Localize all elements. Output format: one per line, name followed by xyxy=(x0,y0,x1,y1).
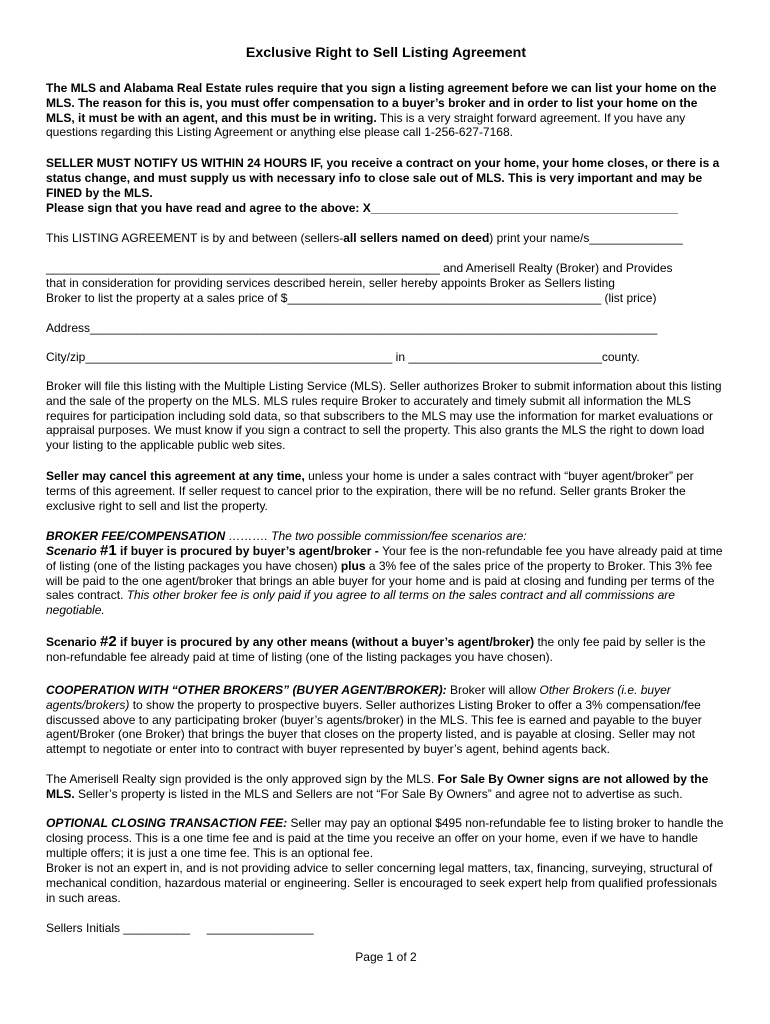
mls-paragraph: Broker will file this listing with the Multiple Listing Service (MLS). Seller authorizes Broker to submit information about this listing and the sale of the property on the MLS. MLS rules require Broker to accurately and timely submit all information the MLS requires for participation including sold data, so that subscribers to the MLS may use the information for market evaluations or appraisal purposes. We must know if you sign a contract to sell the property. This also grants the MLS the right to down load your listing to the applicable public web sites. xyxy=(46,379,722,453)
sign-acknowledgement-line[interactable]: Please sign that you have read and agree to the above: X______________________________________________ xyxy=(46,201,678,215)
agreement-intro-text: This LISTING AGREEMENT is by and between (sellers- xyxy=(46,231,344,245)
broker-name-line[interactable]: ___________________________________________________________ and Amerisell Realty (Broker) and Provides xyxy=(46,261,673,275)
intro-normal-text: This is a very straight forward agreement. If you have any questions regarding this Listing Agreement or anything else please call 1-256-627-7168. xyxy=(46,110,686,140)
page-number: Page 1 of 2 xyxy=(355,950,417,964)
cooperation-italic: Other Brokers (i.e. buyer agents/brokers) xyxy=(46,683,671,712)
cooperation-text-a: Broker will allow xyxy=(446,683,540,697)
scenario-1-text-a: Your fee is the non-refundable fee you have already paid at time of listing (one of the listing packages you have chosen) xyxy=(46,544,723,573)
intro-paragraph xyxy=(46,81,726,140)
scenario-1-condition: if buyer is procured by buyer’s agent/broker - xyxy=(116,544,383,558)
sign-policy-text-b: Seller’s property is listed in the MLS and Sellers are not “For Sale By Owners” and agree not to advertise as such. xyxy=(74,786,683,801)
cancel-paragraph xyxy=(46,469,726,513)
expert-disclaimer-paragraph: Broker is not an expert in, and is not providing advice to seller concerning legal matters, tax, financing, surveying, structural of mechanical condition, hazardous material or engineering. Seller is encouraged to seek expert help from qualified professionals in such areas. xyxy=(46,861,718,905)
closing-fee-paragraph xyxy=(46,816,726,860)
notify-paragraph xyxy=(46,156,726,200)
list-price-line[interactable]: Broker to list the property at a sales price of $_______________________________________________ (list price) xyxy=(46,291,657,305)
scenario-2-text: the only fee paid by seller is the non-refundable fee already paid at time of listing (one of the listing packages you have chosen). xyxy=(46,635,706,664)
scenario-2-paragraph xyxy=(46,635,726,665)
scenario-2-number: #2 xyxy=(100,633,117,650)
cooperation-heading: COOPERATION WITH “OTHER BROKERS” (BUYER AGENT/BROKER): xyxy=(46,683,447,697)
scenario-1-paragraph xyxy=(46,544,726,618)
notify-text: SELLER MUST NOTIFY US WITHIN 24 HOURS IF, you receive a contract on your home, your home closes, or there is a status change, and must supply us with necessary info to close sale out of MLS. This is very important and may be FINED by the MLS. xyxy=(46,156,720,200)
scenario-1-text-b: a 3% fee of the sales price of the property to Broker. This 3% fee will be paid to the one agent/broker that brings an able buyer for your home and is paid at closing and funding per terms of the sales contract. xyxy=(46,558,715,603)
all-sellers-text: all sellers named on deed xyxy=(343,231,490,245)
scenario-1-number: #1 xyxy=(100,542,117,559)
broker-fee-title: BROKER FEE/COMPENSATION xyxy=(46,529,226,543)
broker-fee-subtitle: ………. The two possible commission/fee scenarios are: xyxy=(225,529,527,543)
closing-fee-text: Seller may pay an optional $495 non-refundable fee to listing broker to handle the closing process. This is a one time fee and is paid at the time you receive an offer on your home, even if we have to handle multiple offers; it is just a one time fee. This is an optional fee. xyxy=(46,816,724,860)
agreement-parties-line xyxy=(46,231,726,246)
cancel-bold-text: Seller may cancel this agreement at any time, xyxy=(46,469,305,483)
cityzip-county-field[interactable]: City/zip______________________________________________ in _____________________________county. xyxy=(46,350,640,364)
intro-bold-text: The MLS and Alabama Real Estate rules require that you sign a listing agreement before we can list your home on the MLS. The reason for this is, you must offer compensation to a buyer’s broker and in order to list your home on the MLS, it must be with an agent, and this must be in writing. xyxy=(46,81,717,125)
scenario-1-label: Scenario xyxy=(46,544,101,558)
closing-fee-heading: OPTIONAL CLOSING TRANSACTION FEE: xyxy=(46,816,288,830)
sign-policy-bold: For Sale By Owner signs are not allowed by the MLS. xyxy=(46,772,709,801)
scenario-2-condition: if buyer is procured by any other means (without a buyer’s agent/broker) xyxy=(116,635,535,649)
cooperation-paragraph xyxy=(46,683,726,757)
cooperation-text-b: to show the property to prospective buyers. Seller authorizes Listing Broker to offer a 3% compensation/fee discussed above to any participating broker (buyer’s agents/broker) in the MLS. This fee is earned and payable to the buyer agent/Broker (one Broker) that brings the buyer that closes on the property listed, and is payable at closing. Seller may not attempt to negotiate or enter into to contract with buyer represented by buyer’s agent, behind agents back. xyxy=(46,697,702,757)
scenario-2-label: Scenario xyxy=(46,635,101,649)
seller-names-field[interactable]: ) print your name/s______________ xyxy=(489,231,683,245)
cancel-normal-text: unless your home is under a sales contract with “buyer agent/broker” per terms of this agreement. If seller request to cancel prior to the expiration, there will be no refund. Seller grants Broker the exclusive right to sell and list the property. xyxy=(46,469,694,513)
appointment-line: that in consideration for providing services described herein, seller hereby appoints Broker as Sellers listing xyxy=(46,276,615,290)
sign-policy-paragraph xyxy=(46,772,726,802)
scenario-1-plus: plus xyxy=(340,558,366,573)
address-field[interactable]: Address_____________________________________________________________________________________ xyxy=(46,321,658,335)
scenario-1-italic: This other broker fee is only paid if you agree to all terms on the sales contract and all commissions are negotiable. xyxy=(46,588,675,618)
document-title: Exclusive Right to Sell Listing Agreement xyxy=(245,45,527,61)
sign-policy-text-a: The Amerisell Realty sign provided is the only approved sign by the MLS. xyxy=(46,772,438,786)
sellers-initials-field[interactable]: Sellers Initials __________ ________________ xyxy=(46,921,314,935)
broker-fee-heading xyxy=(46,529,726,544)
